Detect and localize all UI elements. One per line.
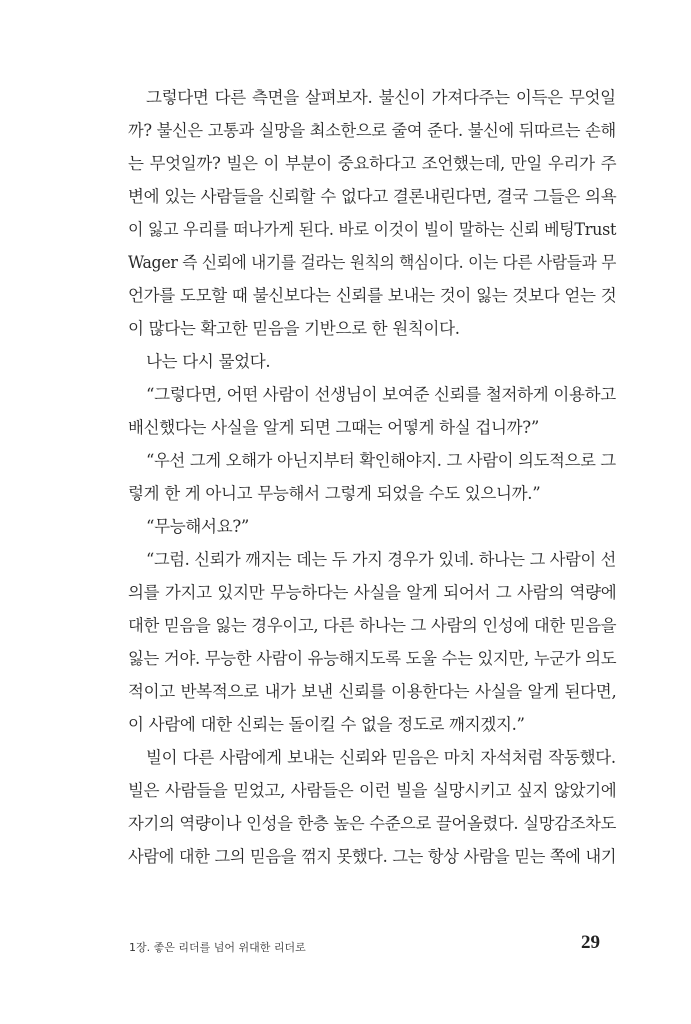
- text-line: 배신했다는 사실을 알게 되면 그때는 어떻게 하실 겁니까?”: [128, 418, 539, 437]
- text-line: “무능해서요?”: [146, 517, 250, 536]
- text-line: 이 잃고 우리를 떠나가게 된다. 바로 이것이 빌이 말하는 신뢰 베팅Trust: [128, 220, 617, 239]
- text-line: 빌은 사람들을 믿었고, 사람들은 이런 빌을 실망시키고 싶지 않았기에: [128, 781, 617, 800]
- text-line: 렇게 한 게 아니고 무능해서 그렇게 되었을 수도 있으니까.”: [128, 484, 541, 503]
- page-number: 29: [581, 932, 600, 953]
- text-line: 이 사람에 대한 신뢰는 돌이킬 수 없을 정도로 깨지겠지.”: [128, 715, 525, 734]
- text-line: 빌이 다른 사람에게 보내는 신뢰와 믿음은 마치 자석처럼 작동했다.: [146, 748, 616, 767]
- running-footer-title: 1장. 좋은 리더를 넘어 위대한 리더로: [129, 941, 306, 954]
- text-line: Wager 즉 신뢰에 내기를 걸라는 원칙의 핵심이다. 이는 다른 사람들과 무: [128, 253, 617, 272]
- text-line: 변에 있는 사람들을 신뢰할 수 없다고 결론내린다면, 결국 그들은 의욕: [128, 187, 617, 206]
- text-line: “그렇다면, 어떤 사람이 선생님이 보여준 신뢰를 철저하게 이용하고: [146, 385, 616, 404]
- text-line: 까? 불신은 고통과 실망을 최소한으로 줄여 준다. 불신에 뒤따르는 손해: [128, 121, 616, 140]
- text-line: “그럼. 신뢰가 깨지는 데는 두 가지 경우가 있네. 하나는 그 사람이 선: [146, 550, 617, 569]
- text-line: 잃는 거야. 무능한 사람이 유능해지도록 도울 수는 있지만, 누군가 의도: [128, 649, 617, 668]
- text-line: 이 많다는 확고한 믿음을 기반으로 한 원칙이다.: [128, 319, 460, 338]
- text-line: 언가를 도모할 때 불신보다는 신뢰를 보내는 것이 잃는 것보다 얻는 것: [128, 286, 617, 305]
- text-line: 대한 믿음을 잃는 경우이고, 다른 하나는 그 사람의 인성에 대한 믿음을: [128, 616, 617, 635]
- text-line: 의를 가지고 있지만 무능하다는 사실을 알게 되어서 그 사람의 역량에: [128, 583, 617, 602]
- text-line: 적이고 반복적으로 내가 보낸 신뢰를 이용한다는 사실을 알게 된다면,: [128, 682, 617, 701]
- text-line: 그렇다면 다른 측면을 살펴보자. 불신이 가져다주는 이득은 무엇일: [146, 88, 616, 107]
- text-line: 나는 다시 물었다.: [146, 352, 271, 371]
- text-line: 자기의 역량이나 인성을 한층 높은 수준으로 끌어올렸다. 실망감조차도: [128, 814, 617, 833]
- text-line: 사람에 대한 그의 믿음을 꺾지 못했다. 그는 항상 사람을 믿는 쪽에 내기: [128, 847, 617, 866]
- text-line: “우선 그게 오해가 아닌지부터 확인해야지. 그 사람이 의도적으로 그: [146, 451, 616, 470]
- text-line: 는 무엇일까? 빌은 이 부분이 중요하다고 조언했는데, 만일 우리가 주: [128, 154, 617, 173]
